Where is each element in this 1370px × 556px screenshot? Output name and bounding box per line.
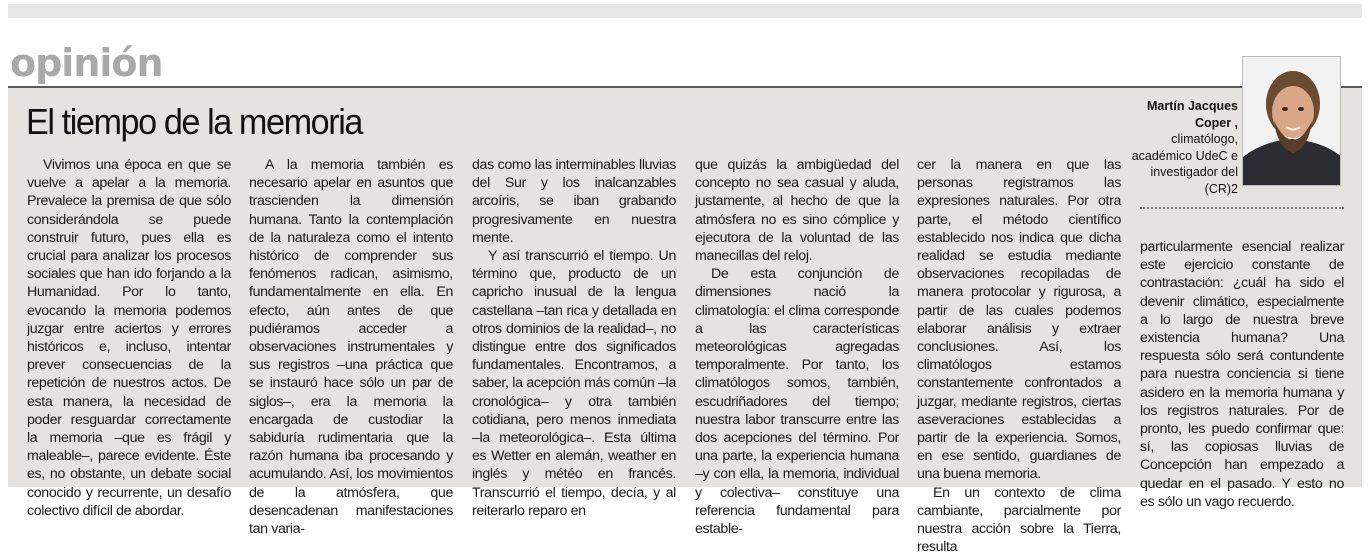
- paragraph: A la memoria también es necesario apelar en asuntos que trascienden la dimensión humana. Tanto la contemplación de la naturaleza como el intento histórico de comprender sus fenómenos radican, asimismo, fundamentalmente en ella. En efecto, aún antes de que pudiéramos acceder a observaciones instrumentales y sus registros –una práctica que se instauró hace sólo un par de siglos–, era la memoria la encargada de custodiar la sabiduría rudimentaria que la razón humana iba procesando y acumulando. Así, los movimientos de la atmósfera, que desencadenan manifestaciones tan varia-: [249, 157, 453, 538]
- article-column-5: [917, 156, 1121, 556]
- article-column-3: [472, 156, 676, 520]
- paragraph: das como las interminables lluvias del Sur y los inalcanzables arcoíris, se iban grabando progresivamente en nuestra mente.: [472, 157, 676, 246]
- article-column-6: [1140, 238, 1344, 511]
- headline: El tiempo de la memoria: [26, 101, 362, 142]
- author-role-line1: climatólogo,: [1171, 132, 1238, 146]
- author-portrait-icon: [1243, 57, 1341, 186]
- paragraph: Vivimos una época en que se vuelve a apelar a la memoria. Prevalece la premisa de que sólo considerándola se puede construir futuro, pues ella es crucial para analizar los procesos sociales que han ido forjando a la Humanidad. Por lo tanto, evocando la memoria podemos juzgar entre aciertos y errores históricos e, incluso, intentar prever consecuencias de la repetición de nuestros actos. De esta manera, la necesidad de poder resguardar correctamente la memoria –que es frágil y maleable–, parece evidente. Éste es, no obstante, un debate social conocido y recurrente, un desafío colectivo difícil de abordar.: [27, 157, 231, 519]
- article-column-2: [249, 156, 453, 538]
- author-byline: [1128, 98, 1238, 197]
- byline-divider: [1140, 207, 1344, 209]
- paragraph: cer la manera en que las personas registramos las expresiones naturales. Por otra parte, el método científico establecido nos indica que dicha realidad se estudia mediante observaciones recopiladas de manera protocolar y rigurosa, a partir de las cuales podemos elaborar análisis y extraer conclusiones. Así, los climatólogos estamos constantemente confrontados a juzgar, mediante registros, ciertas aseveraciones establecidas a partir de la experiencia. Somos, en ese sentido, guardianes de una buena memoria.: [917, 157, 1121, 483]
- article-column-1: [27, 156, 231, 520]
- author-role-line2: académico UdeC e: [1131, 148, 1238, 163]
- author-name-line1: Martín Jacques: [1146, 99, 1238, 113]
- paragraph: De esta conjunción de dimensiones nació la climatología: el clima corresponde a las características meteorológicas agregadas temporalmente. Por tanto, los climatólogos somos, también, escudriñadores del tiempo; nuestra labor transcurre entre las dos acepciones del término. Por una parte, la experiencia humana –y con ella, la memoria, individual y colectiva– constituye una referencia fundamental para estable-: [695, 266, 899, 538]
- paragraph: que quizás la ambigüedad del concepto no sea casual y aluda, justamente, al hecho de que la atmósfera no es sino cómplice y ejecutora de la voluntad de las manecillas del reloj.: [695, 157, 899, 265]
- section-label: opinión: [10, 41, 163, 85]
- paragraph: Y así transcurrió el tiempo. Un término que, producto de un capricho inusual de la lengua castellana –tan rica y detallada en otros dominios de la realidad–, no distingue entre dos significados fundamentales. Encontramos, a saber, la acepción más común –la cronológica– y otra también cotidiana, pero menos inmediata –la meteorológica–. Esta última es Wetter en alemán, weather en inglés y météo en francés. Transcurrió el tiempo, decía, y al reiterarlo reparo en: [472, 248, 676, 519]
- author-photo: [1242, 56, 1341, 186]
- top-bar: [8, 4, 1362, 18]
- author-role-line4: (CR)2: [1204, 181, 1238, 196]
- paragraph: particularmente esencial realizar este ejercicio constante de contrastación: ¿cuál ha sido el devenir climático, especialmente a lo largo de nuestra breve existencia humana? Una respuesta sólo será contundente para nuestra conciencia si tiene asidero en la memoria humana y los registros naturales. Por de pronto, les puedo confirmar que: sí, las copiosas lluvias de Concepción han empezado a quedar en el pasado. Y esto no es sólo un vago recuerdo.: [1140, 239, 1344, 510]
- article-column-4: [695, 156, 899, 538]
- author-role-line3: investigador del: [1150, 165, 1238, 179]
- author-name-line2: Coper ,: [1194, 115, 1238, 130]
- paragraph: En un contexto de clima cambiante, parcialmente por nuestra acción sobre la Tierra, resulta: [917, 484, 1121, 556]
